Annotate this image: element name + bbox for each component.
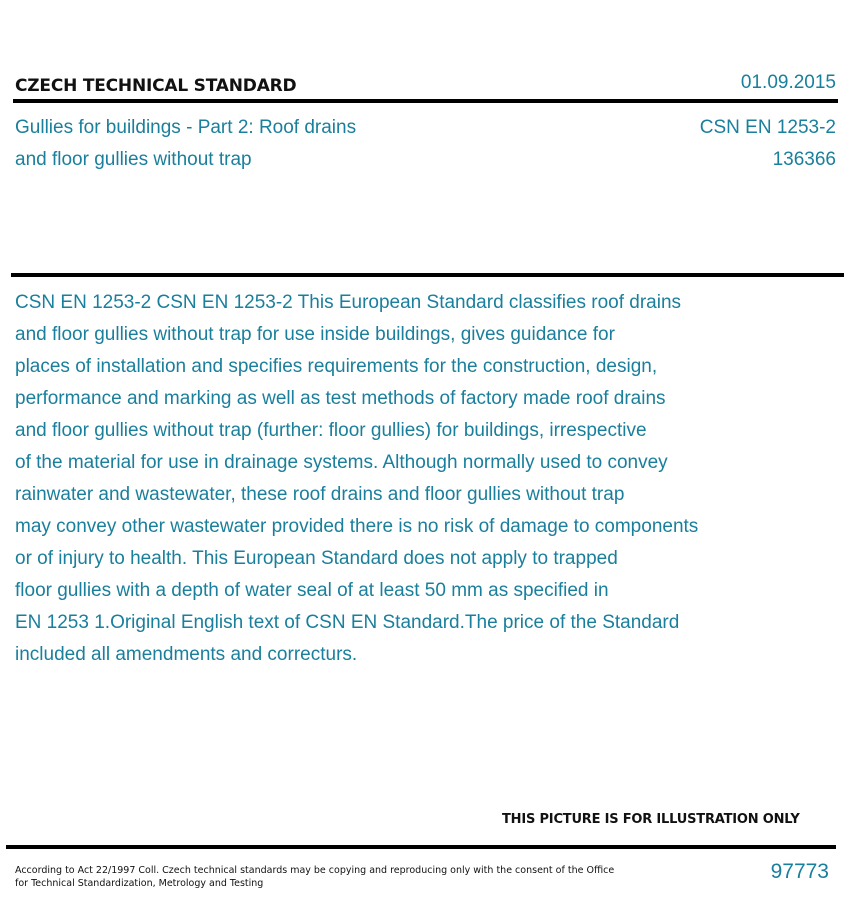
abstract-line: or of injury to health. This European Standard does not apply to trapped [15,548,618,569]
abstract-line: EN 1253 1.Original English text of CSN EN Standard.The price of the Standard [15,612,680,633]
standard-catalog-number: 136366 [772,149,836,170]
publication-date: 01.09.2015 [740,72,836,93]
abstract-line: rainwater and wastewater, these roof drains and floor gullies without trap [15,484,625,505]
header-divider [13,99,838,103]
abstract-line: performance and marking as well as test methods of factory made roof drains [15,388,666,409]
legal-notice-line-1: According to Act 22/1997 Coll. Czech technical standards may be copying and reproducing only with the consent of the Office [15,865,615,876]
footer-document-number: 97773 [770,860,829,883]
footer-divider [6,845,836,849]
abstract-line: included all amendments and correcturs. [15,644,358,665]
abstract-line: and floor gullies without trap (further: floor gullies) for buildings, irrespective [15,420,647,441]
standard-abstract [15,287,805,671]
standard-title-line-2: and floor gullies without trap [15,149,252,170]
standard-title-line-1: Gullies for buildings - Part 2: Roof drains [15,117,357,138]
legal-notice [15,864,615,890]
abstract-line: and floor gullies without trap for use inside buildings, gives guidance for [15,324,615,345]
standard-code: CSN EN 1253-2 [699,117,836,138]
document-type-label: CZECH TECHNICAL STANDARD [15,76,297,96]
title-divider [11,273,844,277]
abstract-line: floor gullies with a depth of water seal of at least 50 mm as specified in [15,580,609,601]
legal-notice-line-2: for Technical Standardization, Metrology and Testing [15,878,264,889]
abstract-line: may convey other wastewater provided there is no risk of damage to components [15,516,699,537]
abstract-line: places of installation and specifies requirements for the construction, design, [15,356,658,377]
abstract-line: of the material for use in drainage systems. Although normally used to convey [15,452,668,473]
illustration-note: THIS PICTURE IS FOR ILLUSTRATION ONLY [502,812,800,827]
abstract-line: CSN EN 1253-2 CSN EN 1253-2 This European Standard classifies roof drains [15,292,682,313]
